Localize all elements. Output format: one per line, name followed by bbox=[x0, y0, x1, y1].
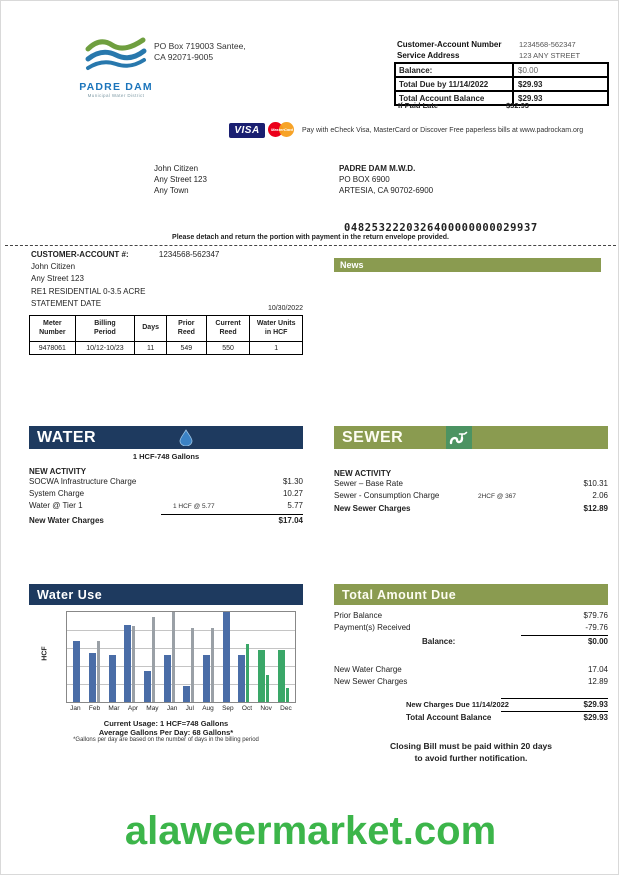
new-water-charge-row: New Water Charge 17.04 bbox=[334, 665, 608, 674]
detach-note: Please detach and return the portion with payment in the return envelope provided. bbox=[172, 234, 449, 241]
col-water-units: Water Units in HCF bbox=[256, 320, 296, 336]
usage-bar-current-usage bbox=[164, 655, 171, 702]
customer-town: Any Town bbox=[154, 186, 189, 195]
sewer-pipe-icon bbox=[446, 426, 472, 449]
prior-read-cell: 549 bbox=[167, 342, 207, 354]
meter-number-cell: 9478061 bbox=[30, 342, 76, 354]
gallons-footnote: *Gallons per day are based on the number of days in the billing period bbox=[73, 737, 259, 743]
visa-logo-icon: VISA bbox=[229, 123, 265, 138]
usage-bar-comparison-usage bbox=[97, 641, 100, 702]
account-header bbox=[397, 39, 609, 61]
sewer-section bbox=[334, 426, 608, 515]
prior-balance-row: Prior Balance $79.76 bbox=[334, 611, 608, 620]
total-due-label: Total Due by 11/14/2022 bbox=[396, 78, 514, 90]
stub-customer-name: John Citizen bbox=[31, 262, 76, 272]
news-banner: News bbox=[334, 258, 601, 272]
usage-bar-current-usage bbox=[278, 650, 285, 702]
usage-bar-current-usage bbox=[203, 655, 210, 702]
padre-dam-logo bbox=[79, 35, 153, 98]
waves-logo-icon bbox=[85, 35, 147, 75]
bar-group bbox=[144, 612, 155, 702]
total-balance-label: Total Account Balance bbox=[396, 92, 514, 104]
balance-summary-table bbox=[394, 62, 609, 106]
logo-tagline: Municipal Water District bbox=[87, 93, 145, 98]
water-header-bar bbox=[29, 426, 303, 449]
bar-group bbox=[238, 612, 249, 702]
service-address-value: 123 ANY STREET bbox=[519, 51, 581, 60]
bar-group bbox=[73, 612, 80, 702]
payment-methods-strip bbox=[229, 122, 583, 138]
usage-bar-comparison-usage bbox=[266, 675, 269, 702]
total-balance-value: $29.93 bbox=[518, 93, 543, 103]
sewer-total-row: New Sewer Charges $12.89 bbox=[334, 504, 608, 513]
usage-bar-current-usage bbox=[258, 650, 265, 702]
remit-line2: CA 92071-9005 bbox=[154, 51, 214, 62]
usage-bar-comparison-usage bbox=[246, 644, 249, 702]
customer-street: Any Street 123 bbox=[154, 175, 207, 184]
customer-mailing-address bbox=[154, 163, 207, 196]
bar-group bbox=[258, 612, 269, 702]
total-account-balance-row: Total Account Balance $29.93 bbox=[406, 713, 608, 722]
water-title: WATER bbox=[37, 428, 97, 446]
perforation-line bbox=[5, 245, 616, 246]
month-label: Sep bbox=[222, 705, 234, 712]
bar-group bbox=[223, 612, 230, 702]
charge-row: Sewer – Base Rate $10.31 bbox=[334, 479, 608, 488]
water-total-row: New Water Charges $17.04 bbox=[29, 516, 303, 525]
bar-group bbox=[278, 612, 289, 702]
meter-table-header bbox=[30, 316, 302, 341]
total-due-header-bar bbox=[334, 584, 608, 605]
closing-bill-notice: Closing Bill must be paid within 20 days to avoid further notification. bbox=[390, 741, 552, 763]
month-label: Aug bbox=[202, 705, 214, 712]
usage-bar-comparison-usage bbox=[132, 626, 135, 702]
month-label: May bbox=[146, 705, 159, 712]
water-units-cell: 1 bbox=[274, 344, 279, 352]
usage-bar-current-usage bbox=[223, 612, 230, 702]
col-days: Days bbox=[135, 316, 167, 341]
bar-group bbox=[89, 612, 100, 702]
month-label: Oct bbox=[241, 705, 253, 712]
usage-bar-current-usage bbox=[144, 671, 151, 702]
usage-bar-comparison-usage bbox=[286, 688, 289, 702]
remit-address bbox=[154, 41, 246, 62]
mastercard-logo-icon bbox=[268, 122, 296, 138]
statement-stub bbox=[31, 249, 219, 310]
col-prior-read: Prior Reed bbox=[167, 316, 207, 341]
usage-bar-current-usage bbox=[238, 655, 245, 702]
water-use-chart-bars bbox=[67, 612, 295, 702]
if-paid-late-row bbox=[398, 101, 608, 110]
total-due-value: $29.93 bbox=[518, 79, 543, 89]
month-label: Jul bbox=[185, 705, 194, 712]
water-use-title: Water Use bbox=[37, 587, 103, 602]
usage-bar-current-usage bbox=[73, 641, 80, 702]
usage-bar-comparison-usage bbox=[172, 612, 175, 702]
usage-bar-current-usage bbox=[109, 655, 116, 702]
current-read-cell: 550 bbox=[207, 342, 251, 354]
watermark: alaweermarket.com bbox=[124, 809, 497, 853]
days-cell: 11 bbox=[135, 342, 167, 354]
payee-pobox: PO BOX 6900 bbox=[339, 175, 390, 184]
month-label: Feb bbox=[88, 705, 101, 712]
account-number-value: 1234568-562347 bbox=[519, 40, 576, 49]
billing-period-cell: 10/12-10/23 bbox=[76, 342, 136, 354]
logo-name: PADRE DAM bbox=[79, 81, 153, 93]
balance-row: Balance: $0.00 bbox=[422, 637, 608, 646]
stub-statement-date-label: STATEMENT DATE bbox=[31, 298, 102, 308]
average-gallons-note: Average Gallons Per Day: 68 Gallons* bbox=[98, 728, 234, 737]
payee-name: PADRE DAM M.W.D. bbox=[339, 164, 416, 173]
mastercard-label: MasterCard bbox=[270, 127, 293, 132]
col-current-read: Current Reed bbox=[207, 316, 251, 341]
meter-table-row bbox=[30, 341, 302, 354]
balance-value: $0.00 bbox=[518, 65, 539, 75]
sewer-new-activity-label: NEW ACTIVITY bbox=[334, 469, 392, 478]
charge-row: System Charge 10.27 bbox=[29, 489, 303, 498]
if-paid-late-label: If Paid Late bbox=[398, 101, 439, 110]
charge-row: Water @ Tier 1 1 HCF @ 5.77 5.77 bbox=[29, 501, 303, 510]
hcf-conversion-note: 1 HCF-748 Gallons bbox=[132, 452, 200, 461]
payments-received-row: Payment(s) Received -79.76 bbox=[334, 623, 608, 632]
charge-row: SOCWA Infrastructure Charge $1.30 bbox=[29, 477, 303, 486]
balance-label: Balance: bbox=[396, 64, 514, 76]
month-label: Nov bbox=[260, 705, 272, 712]
col-billing-period: Billing Period bbox=[76, 316, 136, 341]
water-use-chart-labels bbox=[66, 705, 296, 712]
col-meter-number: Meter Number bbox=[30, 316, 76, 341]
payee-city: ARTESIA, CA 90702-6900 bbox=[339, 186, 434, 195]
service-address-label: Service Address bbox=[397, 51, 460, 60]
total-due-title: Total Amount Due bbox=[342, 587, 457, 602]
bar-group bbox=[164, 612, 175, 702]
water-new-activity-label: NEW ACTIVITY bbox=[29, 467, 87, 476]
bar-group bbox=[203, 612, 214, 702]
month-label: Jan bbox=[166, 705, 178, 712]
payee-address bbox=[339, 163, 433, 196]
stub-rate-class: RE1 RESIDENTIAL 0-3.5 ACRE bbox=[31, 286, 146, 296]
usage-bar-comparison-usage bbox=[211, 628, 214, 702]
stub-customer-street: Any Street 123 bbox=[31, 274, 84, 284]
charge-row: Sewer - Consumption Charge 2HCF @ 367 2.06 bbox=[334, 491, 608, 500]
water-drop-icon bbox=[179, 429, 193, 451]
usage-bar-current-usage bbox=[124, 625, 131, 702]
meter-reading-table bbox=[29, 315, 303, 355]
payment-options-text: Pay with eCheck Visa, MasterCard or Discover Free paperless bills at www.padrockam.org bbox=[302, 126, 584, 134]
stub-account-label: CUSTOMER-ACCOUNT #: bbox=[31, 250, 129, 259]
new-sewer-charge-row: New Sewer Charges 12.89 bbox=[334, 677, 608, 686]
bar-group bbox=[124, 612, 135, 702]
usage-bar-current-usage bbox=[183, 686, 190, 702]
table-row bbox=[396, 78, 607, 92]
customer-name: John Citizen bbox=[154, 164, 199, 173]
bar-group bbox=[183, 612, 194, 702]
remit-line1: PO Box 719003 Santee, bbox=[154, 41, 246, 51]
current-usage-note: Current Usage: 1 HCF=748 Gallons bbox=[103, 719, 229, 728]
usage-bar-current-usage bbox=[89, 653, 96, 702]
ocr-scan-line: 0482532220326400000000029937 bbox=[344, 222, 538, 234]
sewer-title: SEWER bbox=[342, 428, 404, 446]
month-label: Mar bbox=[108, 705, 120, 712]
new-charges-due-row: New Charges Due 11/14/2022 $29.93 bbox=[406, 700, 608, 709]
usage-bar-comparison-usage bbox=[191, 628, 194, 702]
water-use-chart bbox=[41, 611, 296, 703]
table-row bbox=[396, 64, 607, 78]
water-section bbox=[29, 426, 303, 527]
bar-group bbox=[109, 612, 116, 702]
water-use-section bbox=[29, 584, 303, 743]
usage-bar-comparison-usage bbox=[152, 617, 155, 702]
total-amount-due-section bbox=[334, 584, 608, 764]
sewer-header-bar bbox=[334, 426, 608, 449]
if-paid-late-value: $32.93 bbox=[506, 101, 529, 110]
month-label: Apr bbox=[127, 705, 138, 712]
stub-account-number: 1234568-562347 bbox=[158, 250, 220, 259]
water-use-header-bar bbox=[29, 584, 303, 605]
account-number-label: Customer-Account Number bbox=[397, 40, 502, 49]
statement-date-value: 10/30/2022 bbox=[267, 305, 303, 312]
y-axis-label: HCF bbox=[41, 646, 49, 661]
month-label: Jan bbox=[70, 705, 81, 712]
month-label: Dec bbox=[280, 705, 292, 712]
